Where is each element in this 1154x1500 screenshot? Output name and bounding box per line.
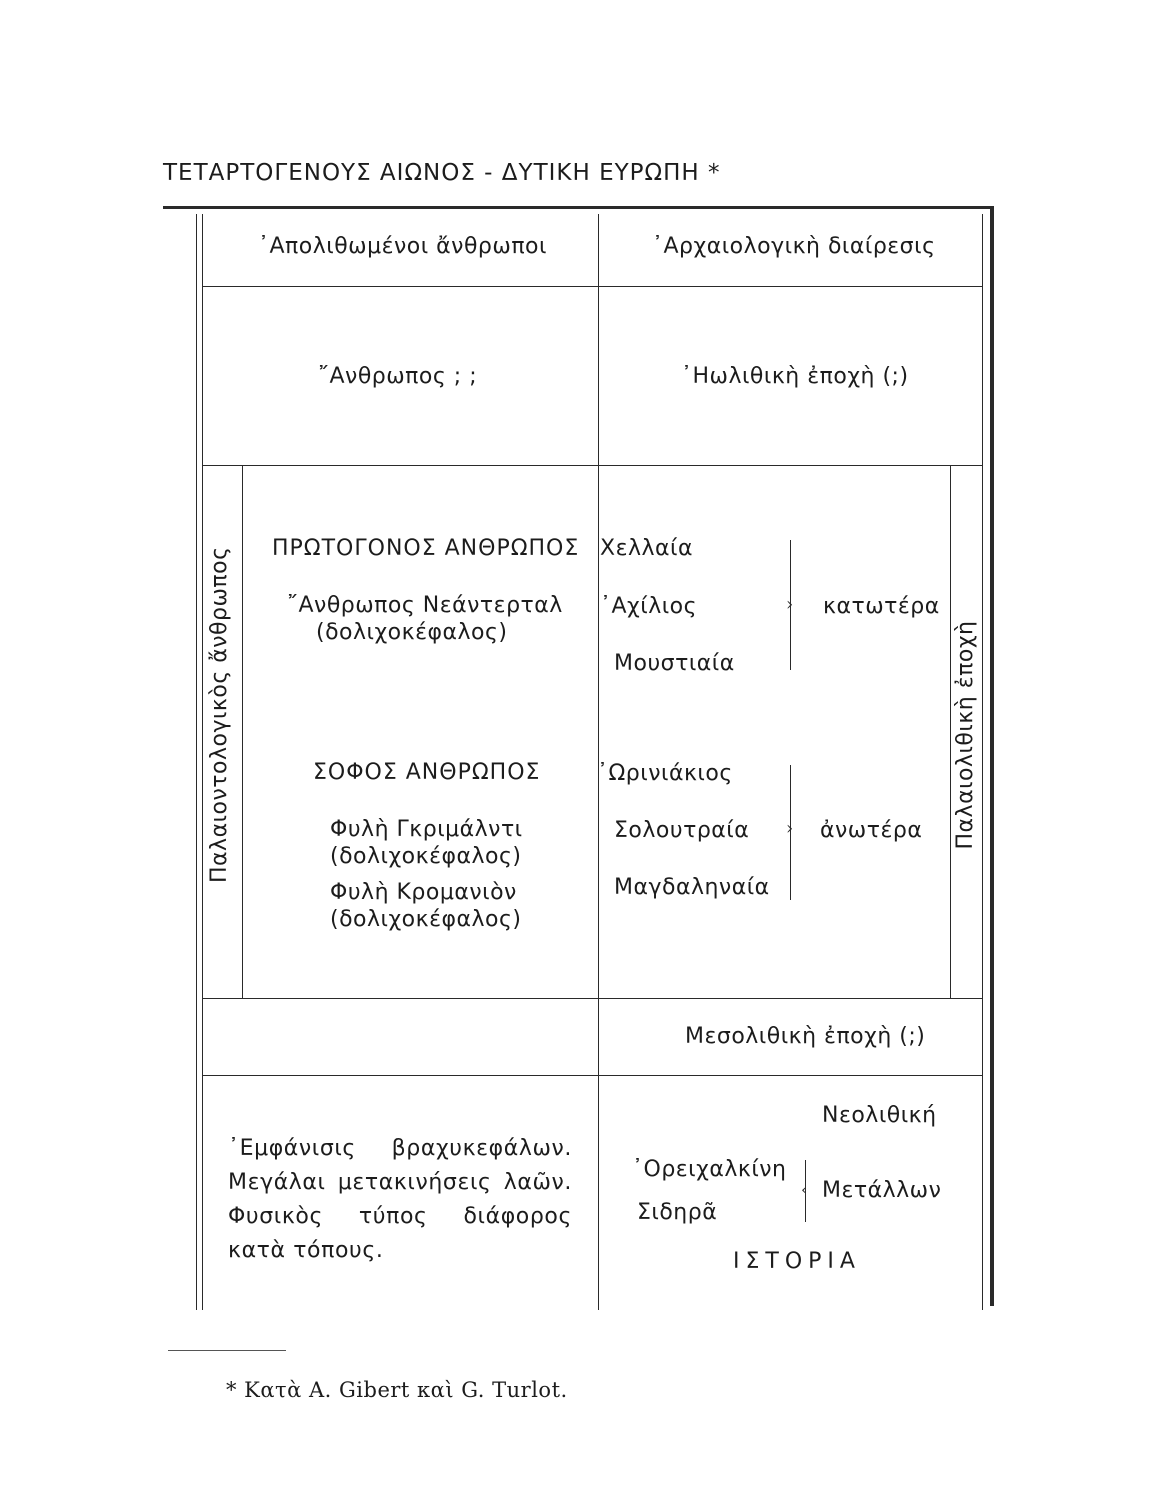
grimaldi-skull-type: (δολιχοκέφαλος): [330, 844, 522, 869]
grimaldi-race: Φυλὴ Γκριμάλντι: [330, 817, 523, 842]
paleolithic-bottom-line: [203, 998, 982, 999]
header-bottom-line: [203, 286, 982, 287]
copper-age: ᾿Ορειχαλκίνη: [632, 1157, 787, 1182]
metals-age-label: Μετάλλων: [822, 1178, 942, 1203]
top-border: [163, 206, 993, 209]
left-border-inner: [202, 214, 203, 1310]
paleolithic-age-label: Παλαιολιθικὴ ἐποχὴ: [953, 620, 978, 850]
culture-solutrean: Σολουτραία: [614, 818, 750, 843]
paleontological-human-label: Παλαιοντολογικὸς ἄνθρωπος: [207, 546, 232, 883]
wise-human-heading: ΣΟΦΟΣ ΑΝΘΡΩΠΟΣ: [313, 760, 541, 785]
eolithic-bottom-line: [203, 465, 982, 466]
paleo-left-inner-line: [242, 466, 243, 998]
upper-paleolithic-label: ἀνωτέρα: [820, 818, 923, 843]
culture-chellean: Χελλαία: [600, 536, 693, 561]
right-border: [990, 206, 994, 1306]
header-archaeological-division: ᾿Αρχαιολογικὴ διαίρεσις: [652, 234, 936, 259]
culture-acheulean: ᾿Αχίλιος: [600, 594, 698, 619]
footnote: * Κατὰ Α. Gibert καὶ G. Turlot.: [226, 1378, 568, 1402]
human-question: ῎Ανθρωπος ; ;: [318, 364, 478, 389]
neolithic-label: Νεολιθική: [822, 1103, 937, 1128]
footnote-rule: [168, 1350, 286, 1351]
left-border: [196, 214, 197, 1310]
culture-mousterian: Μουστιαία: [614, 651, 735, 676]
lower-paleolithic-label: κατωτέρα: [823, 594, 940, 619]
cromagnon-race: Φυλὴ Κρομανιὸν: [330, 880, 517, 905]
mesolithic-bottom-line: [203, 1075, 982, 1076]
culture-magdalenian: Μαγδαληναία: [614, 875, 770, 900]
neanderthal-name: ῎Ανθρωπος Νεάντερταλ: [287, 593, 563, 618]
page-title: ΤΕΤΑΡΤΟΓΕΝΟΥΣ ΑΙΩΝΟΣ - ΔΥΤΙΚΗ ΕΥΡΩΠΗ *: [163, 160, 721, 186]
primitive-human-heading: ΠΡΩΤΟΓΟΝΟΣ ΑΝΘΡΩΠΟΣ: [272, 536, 580, 561]
mesolithic-age: Μεσολιθικὴ ἐποχὴ (;): [685, 1024, 926, 1049]
culture-aurignacian: ᾿Ωρινιάκιος: [597, 761, 733, 786]
eolithic-age: ᾿Ηωλιθικὴ ἐποχὴ (;): [681, 364, 909, 389]
paleo-right-inner-line: [950, 466, 951, 998]
iron-age: Σιδηρᾶ: [637, 1200, 718, 1225]
history-label: ΙΣΤΟΡΙΑ: [733, 1249, 861, 1274]
header-fossil-humans: ᾿Απολιθωμένοι ἄνθρωποι: [258, 234, 547, 259]
brachycephalic-paragraph: ᾿Εμφάνισις βραχυκεφάλων. Μεγάλαι μετακινήσεις λαῶν. Φυσικὸς τύπος διάφορος κατὰ τόπους.: [228, 1136, 572, 1263]
cromagnon-skull-type: (δολιχοκέφαλος): [330, 907, 522, 932]
neanderthal-skull-type: (δολιχοκέφαλος): [316, 620, 508, 645]
